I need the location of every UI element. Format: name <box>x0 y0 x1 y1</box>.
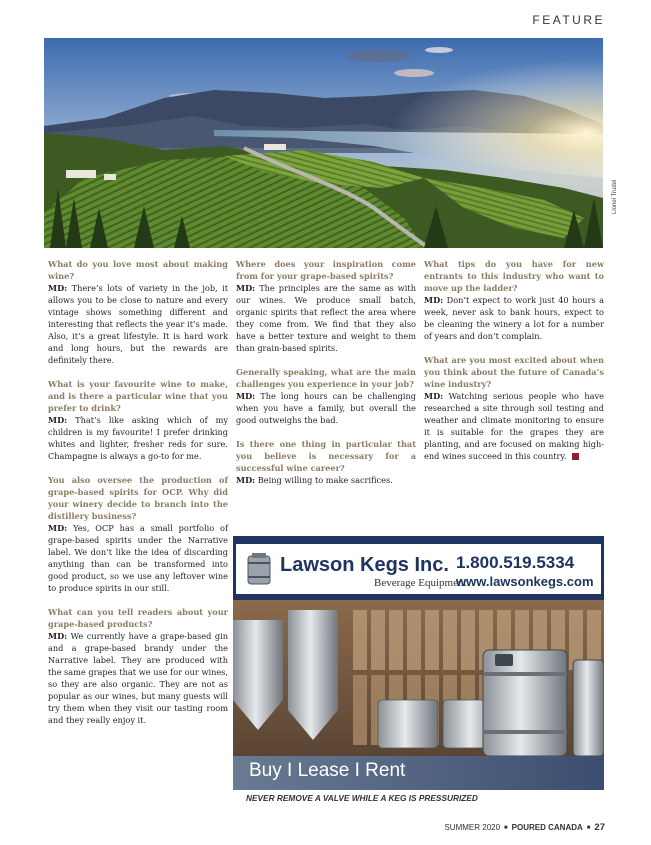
answer-text: Yes, OCP has a small portfolio of grape-based spirits under the Narrative label. We don’t like the idea of discarding anything than can be transformed into good product, so we use any leftover wine to produce spirits in our still. <box>48 523 228 593</box>
question: Is there one thing in particular that you believe is necessary for a successful wine career? <box>236 439 416 473</box>
qa-block <box>236 258 416 354</box>
speaker-initials: MD: <box>48 415 68 425</box>
qa-block <box>48 378 228 462</box>
ad-phone-number[interactable]: 1.800.519.5334 <box>456 553 575 572</box>
speaker-initials: MD: <box>236 475 256 485</box>
answer-text: The principles are the same as with our wines. We produce small batch, organic spirits that reflect the area where they come from. We find that they also have a better texture and weight to them than grain-based spirits. <box>236 283 416 353</box>
answer <box>236 474 416 486</box>
question: What are you most excited about when you think about the future of Canada’s wine industry? <box>424 355 604 389</box>
question: Where does your inspiration come from for your grape-based spirits? <box>236 259 416 281</box>
answer <box>236 282 416 354</box>
question: What is your favourite wine to make, and is there a particular wine that you prefer to drink? <box>48 379 228 413</box>
separator-dot: ■ <box>586 825 591 831</box>
answer <box>48 630 228 726</box>
article-column-3 <box>424 258 604 474</box>
advertisement[interactable] <box>233 536 604 790</box>
speaker-initials: MD: <box>48 283 68 293</box>
answer-text: There’s lots of variety in the job, it allows you to be close to nature and every vintage shows something different and interesting that reflects the year it’s made. Also, it’s a great lifestyle. It is hard work and long hours, but the rewards are definitely there. <box>48 283 228 365</box>
qa-block <box>48 474 228 594</box>
answer-text: Being willing to make sacrifices. <box>255 475 393 485</box>
speaker-initials: MD: <box>48 523 68 533</box>
speaker-initials: MD: <box>236 283 256 293</box>
vineyard-lake-photo <box>44 38 603 248</box>
question: You also oversee the production of grape-based spirits for OCP. Why did your winery decide to branch into the distillery business? <box>48 475 228 521</box>
speaker-initials: MD: <box>236 391 256 401</box>
ad-warning-text: NEVER REMOVE A VALVE WHILE A KEG IS PRESSURIZED <box>246 793 478 803</box>
qa-block <box>424 354 604 462</box>
qa-block <box>48 606 228 726</box>
qa-block <box>48 258 228 366</box>
speaker-initials: MD: <box>424 391 444 401</box>
answer <box>424 294 604 342</box>
keg-logo-icon <box>246 552 274 586</box>
publication-name: POURED CANADA <box>511 823 583 832</box>
answer-text: Don’t expect to work just 40 hours a week, never ask to bank hours, expect to be cleaning the winery a lot for a number of years and don’t complain. <box>424 295 604 341</box>
ad-company-subtitle: Beverage Equipment <box>374 577 467 589</box>
issue-date: SUMMER 2020 <box>444 823 501 832</box>
answer <box>48 282 228 366</box>
speaker-initials: MD: <box>424 295 444 305</box>
qa-block <box>424 258 604 342</box>
photo-credit: Lionel Trudel <box>612 179 618 214</box>
page-footer <box>444 822 605 833</box>
answer-text: That’s like asking which of my children is my favourite! I prefer drinking whites and lighter, fresher reds for sure. Champagne is always a go-to for me. <box>48 415 228 461</box>
ad-header-panel <box>236 544 601 594</box>
question: Generally speaking, what are the main challenges you experience in your job? <box>236 367 416 389</box>
answer-text: The long hours can be challenging when you have a family, but overall the good outweighs the bad. <box>236 391 416 425</box>
question: What tips do you have for new entrants to this industry who want to move up the ladder? <box>424 259 604 293</box>
answer-text: We currently have a grape-based gin and a grape-based brandy under the Narrative label. They are produced with the same grapes that we use for our wines, so they are also organic. They are not as popular as our wines, but many guests will try them when they visit our tasting room and they really enjoy it. <box>48 631 228 725</box>
ad-company-name: Lawson Kegs Inc. <box>280 554 449 576</box>
answer <box>48 522 228 594</box>
answer <box>424 390 604 462</box>
answer <box>236 390 416 426</box>
page-number: 27 <box>594 822 605 833</box>
speaker-initials: MD: <box>48 631 68 641</box>
ad-website-link[interactable]: www.lawsonkegs.com <box>456 574 594 589</box>
article-column-1 <box>48 258 228 738</box>
ad-slogan: Buy I Lease I Rent <box>249 760 406 781</box>
answer <box>48 414 228 462</box>
qa-block <box>236 438 416 486</box>
question: What do you love most about making wine? <box>48 259 228 281</box>
question: What can you tell readers about your grape-based products? <box>48 607 228 629</box>
keg-warehouse-image <box>233 600 604 756</box>
section-label: FEATURE <box>532 13 605 27</box>
answer-text: Watching serious people who have researched a site through soil testing and weather and climate monitoring to ensure it is suitable for the grapes they are planting, and are focused on making high-end wines succeed in this country. <box>424 391 604 461</box>
ad-header <box>233 536 604 600</box>
article-end-mark <box>572 453 579 460</box>
separator-dot: ■ <box>504 825 508 831</box>
qa-block <box>236 366 416 426</box>
article-column-2 <box>236 258 416 498</box>
